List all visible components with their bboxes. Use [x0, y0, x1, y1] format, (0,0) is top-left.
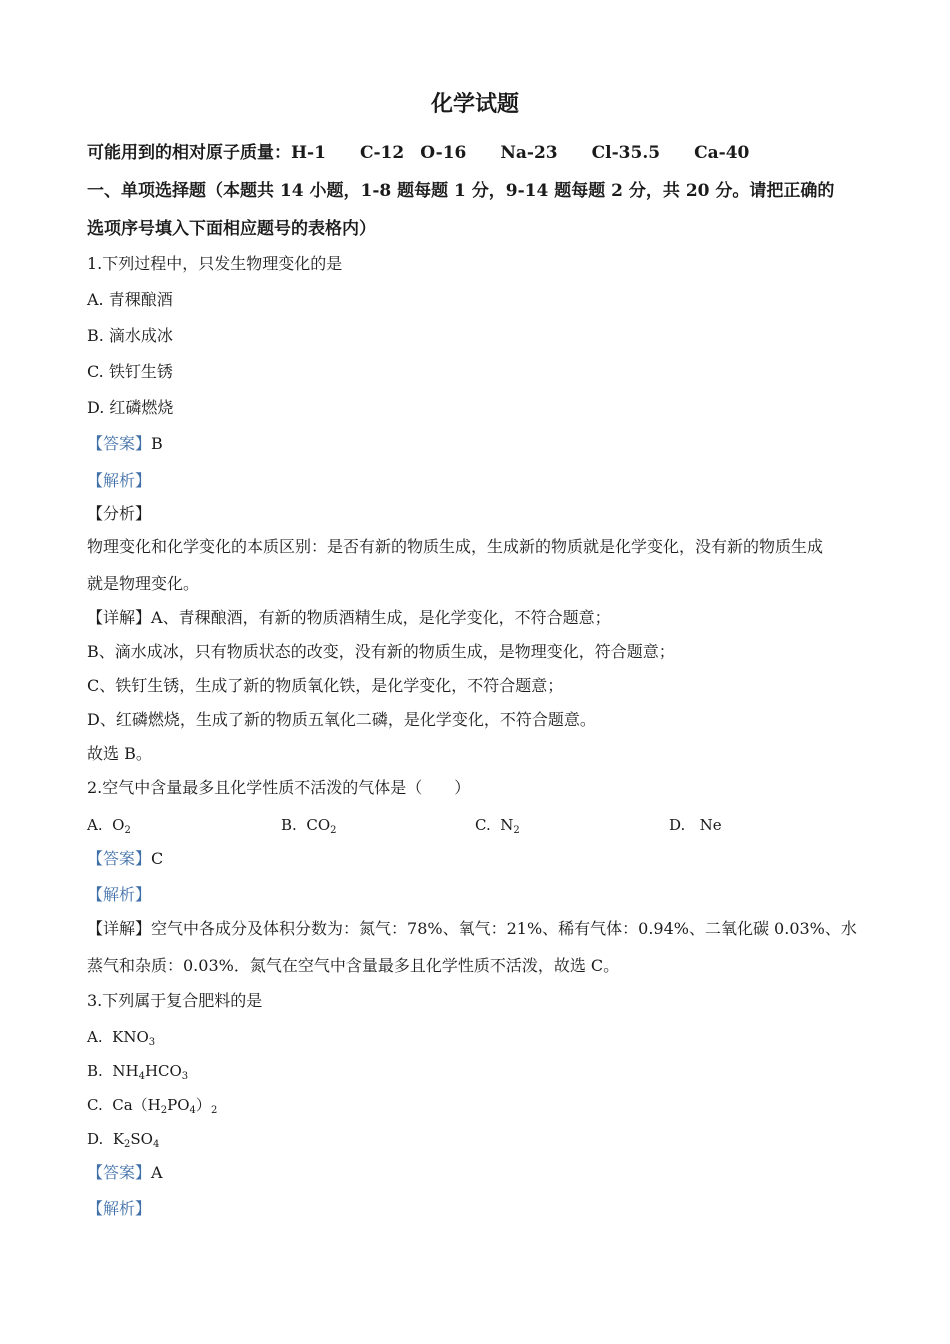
q1-fenxi-line-1: 物理变化和化学变化的本质区别：是否有新的物质生成，生成新的物质就是化学变化，没有新的物质生成	[87, 537, 824, 556]
atomic-mass-na: Na-23	[500, 143, 558, 163]
answer-tag: 【答案】	[87, 1163, 152, 1182]
atomic-mass-cl: Cl-35.5	[591, 143, 661, 163]
q1-detail-a: A、青稞酿酒，有新的物质酒精生成，是化学变化，不符合题意；	[151, 608, 611, 627]
q3-answer-line	[87, 1163, 163, 1183]
q1-conclusion: 故选 B。	[87, 744, 152, 763]
q3-analysis-tag: 【解析】	[87, 1199, 152, 1218]
atomic-mass-c: C-12	[359, 143, 405, 163]
q2-detail-1: 空气中各成分及体积分数为：氮气：78%、氧气：21%、稀有气体：0.94%、二氧化碳 0.03%、水	[151, 919, 857, 938]
atomic-mass-o: O-16	[420, 143, 467, 163]
q2-analysis-tag: 【解析】	[87, 885, 152, 904]
q1-detail-a-line	[87, 608, 611, 628]
q2-option-a: A. $O_2$	[87, 816, 131, 836]
q3-stem: 3.下列属于复合肥料的是	[87, 991, 263, 1010]
atomic-mass-h: H-1	[291, 143, 326, 163]
q1-option-c: C. 铁钉生锈	[87, 362, 173, 381]
q1-answer-line	[87, 434, 163, 454]
q1-detail-b: B、滴水成冰，只有物质状态的改变，没有新的物质生成，是物理变化，符合题意；	[87, 642, 675, 661]
q2-option-b: B. $CO_2$	[281, 816, 337, 836]
q1-stem: 1.下列过程中，只发生物理变化的是	[87, 254, 343, 273]
section-heading-line-1: 一、单项选择题（本题共 14 小题，1-8 题每题 1 分，9-14 题每题 2 分，共 20 分。请把正确的	[87, 181, 835, 201]
section-heading-line-2: 选项序号填入下面相应题号的表格内）	[87, 219, 376, 239]
q2-answer: C	[151, 849, 164, 868]
answer-tag: 【答案】	[87, 434, 152, 453]
q1-analysis-tag: 【解析】	[87, 471, 152, 490]
q2-stem: 2.空气中含量最多且化学性质不活泼的气体是（ ）	[87, 778, 471, 797]
q1-option-d: D. 红磷燃烧	[87, 398, 174, 417]
q2-option-d: D. Ne	[669, 816, 722, 834]
q2-detail-line-1	[87, 919, 857, 939]
q1-fenxi-tag: 【分析】	[87, 504, 152, 523]
q2-answer-line	[87, 849, 163, 869]
atomic-mass-ca: Ca-40	[694, 143, 750, 163]
q1-fenxi-line-2: 就是物理变化。	[87, 574, 200, 593]
detail-tag: 【详解】	[87, 919, 152, 938]
q1-answer: B	[151, 434, 163, 453]
q3-option-a: A. $KNO_3$	[87, 1028, 156, 1048]
answer-tag: 【答案】	[87, 849, 152, 868]
atomic-mass-line	[87, 143, 749, 163]
q3-answer: A	[151, 1163, 163, 1182]
q3-option-d: D. $K_2SO_4$	[87, 1130, 160, 1150]
atomic-mass-label: 可能用到的相对原子质量：	[87, 143, 291, 163]
q3-option-b: B. $NH_4HCO_3$	[87, 1062, 189, 1082]
q1-detail-d: D、红磷燃烧，生成了新的物质五氧化二磷，是化学变化，不符合题意。	[87, 710, 596, 729]
q1-option-b: B. 滴水成冰	[87, 326, 173, 345]
q1-option-a: A. 青稞酿酒	[87, 290, 173, 309]
q3-option-c: C. $Ca(H_2PO_4)_2$	[87, 1096, 218, 1116]
q2-option-c: C. $N_2$	[475, 816, 520, 836]
page-title: 化学试题	[430, 91, 519, 117]
q2-detail-line-2: 蒸气和杂质：0.03%．氮气在空气中含量最多且化学性质不活泼，故选 C。	[87, 956, 620, 975]
q1-detail-c: C、铁钉生锈，生成了新的物质氧化铁，是化学变化，不符合题意；	[87, 676, 564, 695]
detail-tag: 【详解】	[87, 608, 152, 627]
